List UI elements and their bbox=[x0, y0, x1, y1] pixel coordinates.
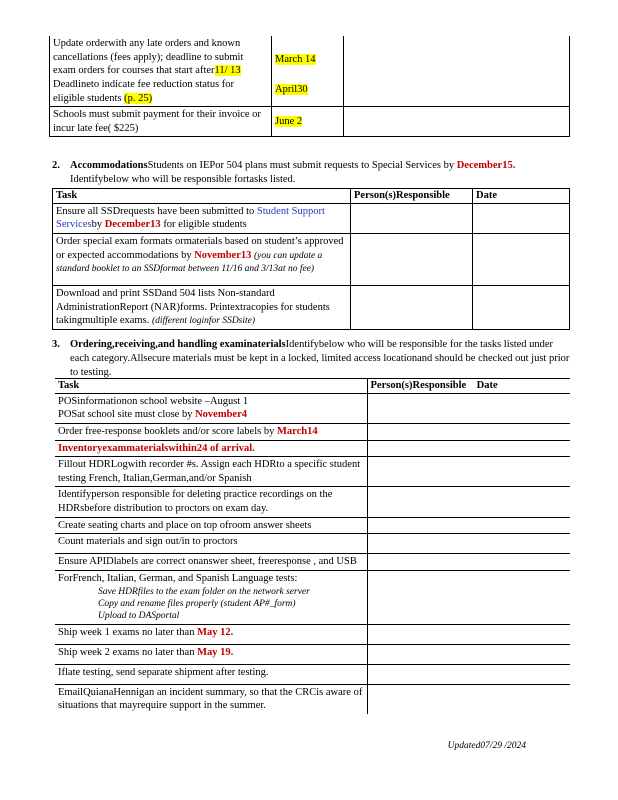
task-text: Deadlineto indicate fee reduction status for eligible students bbox=[53, 78, 235, 104]
date-value: March 14 bbox=[275, 54, 316, 66]
section-text: Students on IEPor 504 plans must submit requests to Special Services by bbox=[147, 160, 455, 171]
section-number: 2. bbox=[52, 160, 60, 171]
header-person: Person(s)Responsible bbox=[351, 189, 473, 204]
date-cell bbox=[272, 36, 344, 107]
exam-materials-table bbox=[55, 378, 570, 714]
date-value: June 2 bbox=[275, 116, 303, 128]
table-row: Iflate testing, send separate shipment after testing. bbox=[55, 664, 570, 684]
table-row: Fillout HDRLogwith recorder #s. Assign each HDRto a specific student testing French, Italian,German,and/or Spanish bbox=[55, 457, 570, 487]
table-row bbox=[53, 203, 570, 233]
section-title: Ordering,receiving,and handling examinaterials bbox=[70, 339, 286, 350]
header-person-date: Person(s)Responsible Date bbox=[367, 379, 570, 394]
empty-cell bbox=[344, 107, 570, 137]
table-row: Order free-response booklets and/or score labels by March14 bbox=[55, 423, 570, 440]
table-row bbox=[53, 285, 570, 329]
header-task: Task bbox=[53, 189, 351, 204]
table-row: Ensure APIDlabels are correct onanswer sheet, freeresponse , and USB bbox=[55, 554, 570, 571]
section-text: Identifybelow who will be responsible fortasks listed. bbox=[70, 174, 296, 186]
accommodations-table bbox=[52, 188, 570, 330]
task-cell: Download and print SSDand 504 lists Non-standard AdministrationReport (NAR)forms. Printextracopies for students takingmultiple exams. (different loginfor SSDsite) bbox=[53, 285, 351, 329]
table-row: ForFrench, Italian, German, and Spanish Language tests: Save HDRfiles to the exam folder on the network server Copy and rename files properly (student AP#_form) Upload to DASportal bbox=[55, 571, 570, 625]
table-row: Ship week 1 exams no later than May 12. bbox=[55, 624, 570, 644]
table-row: Inventoryexammaterialswithin24 of arrival. bbox=[55, 440, 570, 457]
table-row: EmailQuianaHennigan an incident summary, so that the CRCis aware of situations that mayrequire support in the summer. bbox=[55, 684, 570, 714]
table-row bbox=[50, 107, 570, 137]
date-value: April30 bbox=[275, 84, 308, 96]
updated-footer: Updated07/29 /2024 bbox=[447, 741, 526, 751]
table-row bbox=[53, 233, 570, 285]
table-row: Identifyperson responsible for deleting practice recordings on the HDRsbefore distribution to proctors on exam day. bbox=[55, 487, 570, 517]
section-title: Accommodations bbox=[70, 160, 148, 171]
deadline-table bbox=[49, 36, 570, 137]
header-date: Date bbox=[473, 189, 570, 204]
task-cell: Schools must submit payment for their invoice or incur late fee( $225) bbox=[50, 107, 272, 137]
section-3-intro bbox=[70, 338, 570, 381]
table-header bbox=[55, 379, 570, 394]
task-cell: Order special exam formats ormaterials based on student’s approved or expected accommodations by November13 (you can update a standard booklet to an SSDformat between 11/16 and 3/13at no fee) bbox=[53, 233, 351, 285]
section-text: Identifybelow who will be responsible for the tasks listed under each category.Allsecure materials must be kept in a locked, limited access locationand should be checked out just prior to testing. bbox=[70, 339, 570, 379]
table-row bbox=[50, 36, 570, 107]
table-row: POSinformationon school website –August 1 POSat school site must close by November4 bbox=[55, 393, 570, 423]
task-cell: Ensure all SSDrequests have been submitted to Student Support Servicesby December13 for eligible students bbox=[53, 203, 351, 233]
highlight-date: 11/ 13 bbox=[214, 65, 241, 77]
table-row: Count materials and sign out/in to proctors bbox=[55, 534, 570, 554]
task-text: Update orderwith any late orders and known cancellations (fees apply); deadline to submit exam orders for courses that start after bbox=[53, 38, 244, 77]
deadline: December15. bbox=[456, 160, 516, 171]
table-row: Ship week 2 exams no later than May 19. bbox=[55, 644, 570, 664]
section-2-intro bbox=[70, 159, 570, 187]
empty-cell bbox=[344, 36, 570, 107]
date-cell bbox=[272, 107, 344, 137]
highlight-page: (p. 25) bbox=[124, 92, 153, 104]
task-cell bbox=[50, 36, 272, 107]
section-number: 3. bbox=[52, 339, 60, 350]
table-header bbox=[53, 189, 570, 204]
table-row: Create seating charts and place on top ofroom answer sheets bbox=[55, 517, 570, 534]
student-support-link[interactable]: Student Support Services bbox=[56, 205, 325, 231]
header-task: Task bbox=[55, 379, 367, 394]
